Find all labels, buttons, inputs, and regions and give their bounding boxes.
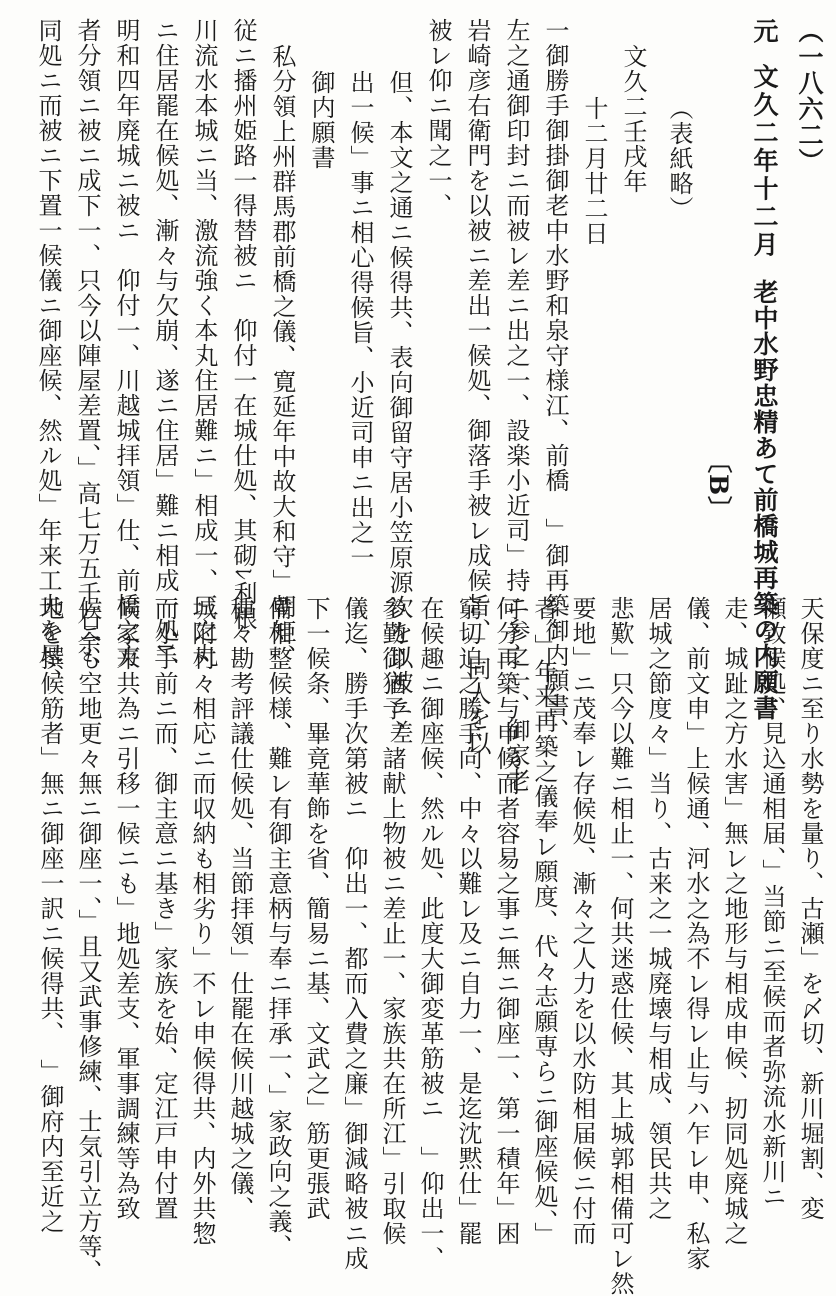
text-column: 走、城趾之方水害」無レ之地形与相成申候、扨同処廃城之 <box>720 596 748 1246</box>
text-column: 悲歎」只今以難ニ相止一、何共迷惑仕候、其上城郭相備可レ然 <box>606 596 634 1296</box>
text-column: 窮切迫之勝手向、中々以難レ及ニ自力一、是迄沈黙仕」罷 <box>454 596 482 1246</box>
upper-text-block <box>14 18 824 793</box>
text-column: 十二月廿二日 <box>580 96 608 246</box>
document-title-line <box>746 18 782 721</box>
text-column: 被レ仰ニ聞之一、 <box>424 18 452 218</box>
text-column: 者分領ニ被ニ成下一、只今以陣屋差置、」高七万五千石余、 <box>73 18 101 681</box>
text-column: 種々勘考評議仕候処、当節拝領」仕罷在候川越城之儀、 <box>226 596 254 1221</box>
text-column: 岩崎彦右衛門を以被ニ差出一候処、御落手被レ成候旨、」同人を以 <box>463 18 491 756</box>
text-column: 瀬致候処、見込通相届、」当節ニ至候而者弥流水新川ニ <box>758 596 786 1209</box>
text-column: 川流水本城ニ当、激流強く本丸住居難ニ」相成一、三之丸 <box>190 18 218 668</box>
text-column: 天保度ニ至り水勢を量り、古瀬」を〆切、新川堀割、変 <box>796 596 824 1221</box>
text-column: 城附村々相応ニ而収納も相劣り」不レ申候得共、内外共惣 <box>188 596 216 1246</box>
text-column: 候ニも空地更々無ニ御座一、」且又武事修練、士気引立方等、 <box>74 596 102 1284</box>
text-column: 下一候条、畢竟華飾を省、簡易ニ基、文武之」筋更張武 <box>302 596 330 1221</box>
document-label: 〔B〕 <box>704 448 733 523</box>
text-column: ニ住居罷在候処、漸々与欠崩、遂ニ住居」難ニ相成一処ﾚ、 <box>151 18 179 681</box>
text-column: 儀迄、勝手次第被ニ 仰出一、都而入費之廉」御減略被ニ成 <box>340 596 368 1271</box>
text-column: 左之通御印封ニ而被レ差ニ出之一、設楽小近司」持ニ参之一、御家老 <box>502 18 530 793</box>
text-column: 出一候」事ニ相心得候旨、小近司申ニ出之一 <box>346 70 374 570</box>
text-column: 但、本文之通ニ候得共、表向御留守居小笠原源次を以被ニ差 <box>385 70 413 745</box>
text-column: （表紙略） <box>665 96 693 221</box>
text-column: 同処ニ而被ニ下置一候儀ニ御座候、然ル処」年来工夫を尽、 <box>34 18 62 693</box>
text-column: 文久二壬戌年 <box>619 44 647 194</box>
text-column: 者、」年来再築之儀奉レ願度、代々志願専らニ御座候処、」 <box>530 596 558 1247</box>
document-title: 老中水野忠精あて前橋城再築の内願書 <box>750 278 779 721</box>
text-column: 一御勝手御掛御老中水野和泉守様江、前橋 」御再築御内願書、 <box>541 18 569 743</box>
text-column: 在候趣ニ御座候、然ル処、此度大御変革筋被ニ 」仰出一、 <box>416 596 444 1271</box>
document-number-line <box>797 18 822 578</box>
text-column: 私分領上州群馬郡前橋之儀、寛延年中故大和守」朝矩、 <box>268 44 296 669</box>
text-column: 御内願書 <box>307 70 335 170</box>
text-column: 明和四年廃城ニ被ニ 仰付一、川越城拝領」仕、前橋之方 <box>112 18 140 668</box>
text-column: 儀、前文申」上候通、河水之為不レ得レ止与ハ乍レ申、私家 <box>682 596 710 1271</box>
text-column: 備相整候様、難レ有御主意柄与奉ニ拝承一、」家政向之義、 <box>264 596 292 1259</box>
text-column: 要地」ニ茂奉レ存候処、漸々之人力を以水防相届候ニ付而 <box>568 596 596 1246</box>
text-column: 居城之節度々」当り、古来之一城廃壊与相成、領民共之 <box>644 596 672 1221</box>
text-column: 従ニ播州姫路一得替被ニ 仰付一在城仕処、其砌ﾚ利根 <box>229 18 257 631</box>
document-date: 文久二年十二月 <box>750 63 779 260</box>
text-column: 而小手前ニ而、御主意ニ基き」家族を始、定江戸申付置 <box>150 596 178 1221</box>
document-number: 元 <box>750 18 779 44</box>
text-column: 参勤御猶予、諸献上物被ニ差止一、家族共在所江」引取候 <box>378 596 406 1246</box>
lower-text-block <box>14 596 824 1296</box>
year-note: （一八六二） <box>795 18 824 174</box>
text-column: 何分再築与申候而者容易之事ニ無ニ御座一、第一積年」困 <box>492 596 520 1246</box>
text-column: 地を撰候筋者」無ニ御座一訳ニ候得共、 」御府内至近之 <box>36 596 64 1234</box>
text-column: 候家来共為ニ引移一候ニも」地処差支、軍事調練等為致 <box>112 596 140 1221</box>
